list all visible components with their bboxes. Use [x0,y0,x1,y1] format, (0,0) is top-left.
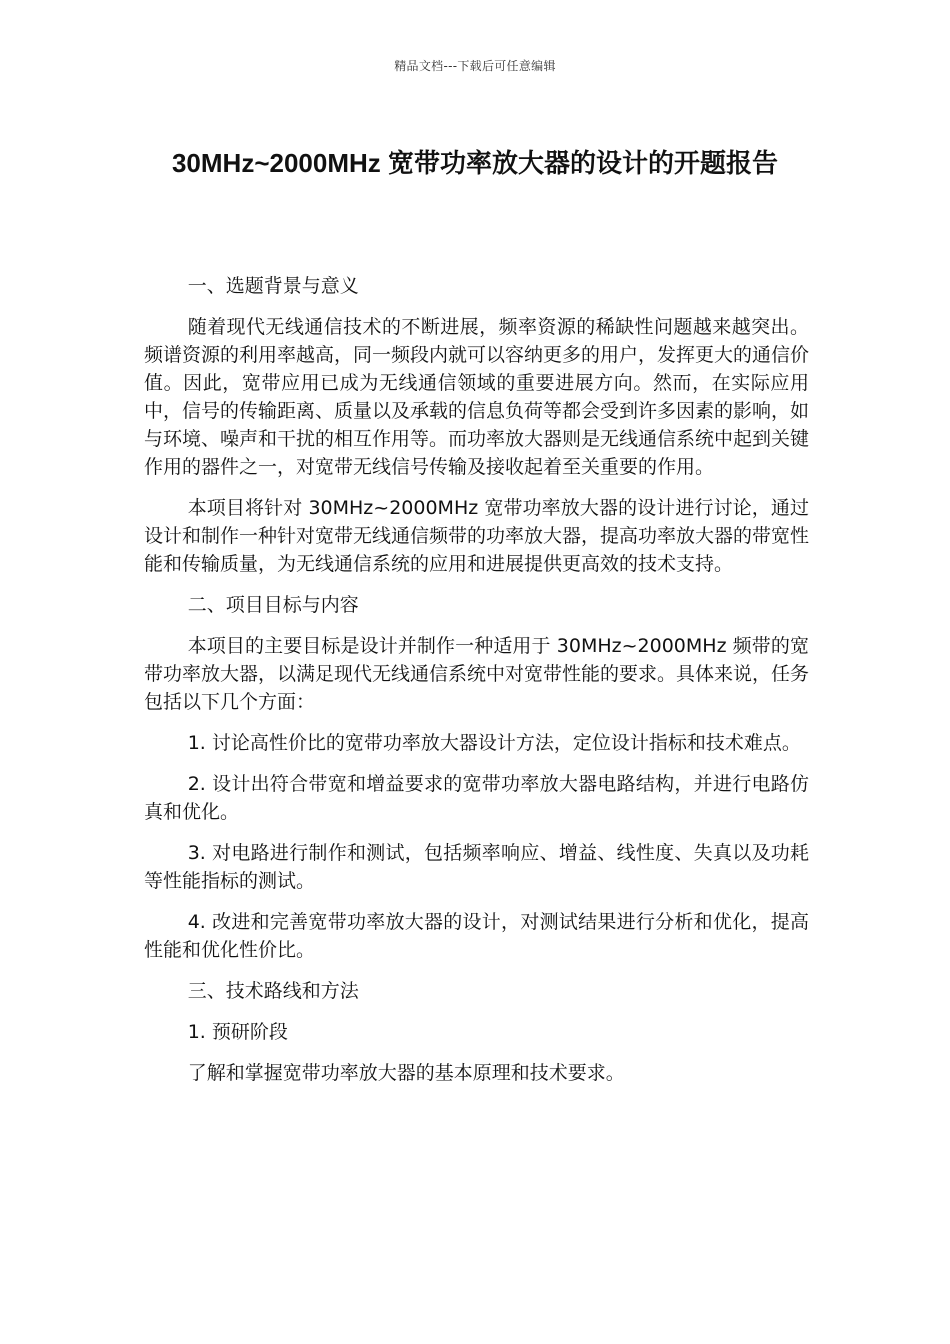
section-heading-3: 三、技术路线和方法 [187,980,359,1002]
paragraph: 本项目将针对 30MHz~2000MHz 宽带功率放大器的设计进行讨论，通过设计和制作一种针对宽带无线通信频带的功率放大器，提高功率放大器的带宽性能和传输质量，为无线通信系统的应用和进展提供更高效的技术支持。 [144,497,810,575]
header-note: 精品文档---下载后可任意编辑 [394,59,556,73]
section-heading-2: 二、项目目标与内容 [187,594,359,616]
list-item: 1. 讨论高性价比的宽带功率放大器设计方法，定位设计指标和技术难点。 [187,732,801,754]
list-item: 4. 改进和完善宽带功率放大器的设计，对测试结果进行分析和优化，提高性能和优化性价比。 [144,911,809,961]
section-heading-1: 一、选题背景与意义 [187,275,359,297]
document-body [144,272,809,1100]
document-title: 30MHz~2000MHz 宽带功率放大器的设计的开题报告 [171,148,779,178]
paragraph: 本项目的主要目标是设计并制作一种适用于 30MHz~2000MHz 频带的宽带功率放大器，以满足现代无线通信系统中对宽带性能的要求。具体来说，任务包括以下几个方面： [144,635,810,713]
list-item: 3. 对电路进行制作和测试，包括频率响应、增益、线性度、失真以及功耗等性能指标的测试。 [144,842,809,892]
list-item: 2. 设计出符合带宽和增益要求的宽带功率放大器电路结构，并进行电路仿真和优化。 [144,773,809,823]
paragraph: 了解和掌握宽带功率放大器的基本原理和技术要求。 [187,1062,625,1084]
paragraph: 随着现代无线通信技术的不断进展，频率资源的稀缺性问题越来越突出。频谱资源的利用率越高，同一频段内就可以容纳更多的用户，发挥更大的通信价值。因此，宽带应用已成为无线通信领域的重要进展方向。然而，在实际应用中，信号的传输距离、质量以及承载的信息负荷等都会受到许多因素的影响，如与环境、噪声和干扰的相互作用等。而功率放大器则是无线通信系统中起到关键作用的器件之一，对宽带无线信号传输及接收起着至关重要的作用。 [144,316,810,478]
sub-heading: 1. 预研阶段 [187,1021,288,1043]
